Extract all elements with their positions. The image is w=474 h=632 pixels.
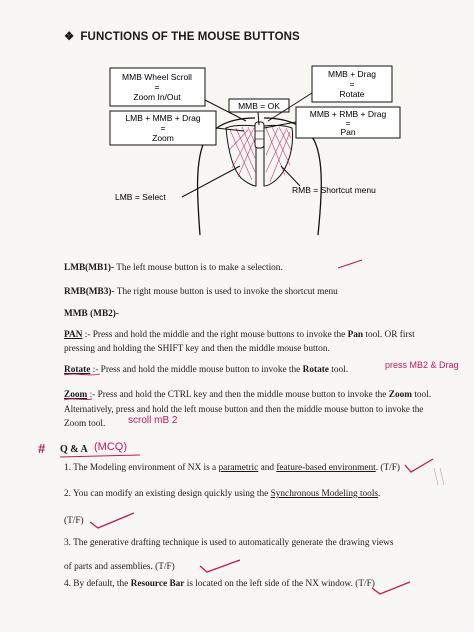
title-text: FUNCTIONS OF THE MOUSE BUTTONS <box>80 31 300 43</box>
mmb-drag-line1: MMB + Drag <box>328 69 376 79</box>
mmb-rmb-drag-line2: = <box>345 118 351 128</box>
rotate-tool: Rotate <box>302 365 329 375</box>
tick-q2 <box>90 513 134 528</box>
mmb-rmb-drag-line3: Pan <box>340 127 356 137</box>
qa-hash-mark: # <box>38 441 46 456</box>
lmb-mmb-drag-line2: = <box>160 123 166 133</box>
zoom-definition-line2: Alternatively, press and hold the left mouse button and then the middle mouse button to invoke the <box>64 404 424 414</box>
question-2-tf: (T/F) <box>64 516 84 526</box>
zoom-term: Zoom <box>64 390 88 400</box>
zoom-underline <box>64 399 92 400</box>
mcq-underline <box>60 455 140 457</box>
tick-mark-top <box>338 260 362 268</box>
pan-tool: Pan <box>347 330 364 340</box>
mmb-wheel-line1: MMB Wheel Scroll <box>122 72 192 82</box>
rotate-text: :- Press and hold the middle mouse button to invoke the <box>90 365 303 375</box>
q2-pre: 2. You can modify an existing design quickly using the <box>64 489 271 499</box>
bullet-icon: ❖ <box>64 31 75 43</box>
tick-q3 <box>200 560 240 572</box>
zoom-text: :- Press and hold the CTRL key and then the middle mouse button to invoke the <box>87 390 389 400</box>
qa-heading: Q & A <box>60 444 88 455</box>
rotate-end: tool. <box>328 365 349 375</box>
pan-text: :- Press and hold the middle and the right mouse buttons to invoke the <box>82 330 348 340</box>
q1-post: . (T/F) <box>375 463 400 473</box>
zoom-text-end: tool. <box>412 390 432 400</box>
handwritten-zoom-note: scroll mB 2 <box>128 415 178 426</box>
mmb-wheel-line3: Zoom In/Out <box>133 92 181 102</box>
tick-q1 <box>405 459 433 472</box>
tick-q4 <box>372 582 410 594</box>
lmb-select-label: LMB = Select <box>115 192 166 202</box>
mmb-rmb-drag-line1: MMB + RMB + Drag <box>309 109 387 119</box>
lmb-mmb-drag-line3: Zoom <box>152 133 174 143</box>
pan-text-end: tool. OR first <box>363 330 415 340</box>
mmb-ok-label: MMB = OK <box>238 101 280 111</box>
question-3-line1: 3. The generative drafting technique is used to automatically generate the drawing views <box>64 538 394 548</box>
q1-mid: and <box>258 463 277 473</box>
q4-post: is located on the left side of the NX window. (T/F) <box>184 579 375 589</box>
q2-u1: Synchronous Modeling tools <box>270 489 379 499</box>
lmb-mmb-drag-line1: LMB + MMB + Drag <box>125 113 201 123</box>
rmb-shortcut-label: RMB = Shortcut menu <box>292 185 376 195</box>
q1-u2: feature-based environment <box>276 463 376 473</box>
handwritten-rotate-note: press MB2 & Drag <box>385 360 459 370</box>
zoom-tool: Zoom <box>388 390 412 400</box>
rotate-term: Rotate <box>64 365 91 375</box>
rmb-text: The right mouse button is used to invoke the shortcut menu <box>114 287 338 297</box>
question-3-line2: of parts and assemblies. (T/F) <box>64 562 175 572</box>
rotate-underline <box>64 374 100 375</box>
mmb-drag-line2: = <box>349 79 355 89</box>
handwritten-mcq-note: (MCQ) <box>94 441 127 453</box>
q1-u1: parametric <box>218 463 259 473</box>
q2-post: . <box>378 489 381 499</box>
q4-pre: 4. By default, the <box>64 579 131 589</box>
q1-pre: 1. The Modeling environment of NX is a <box>64 463 219 473</box>
q4-bold: Resource Bar <box>130 579 185 589</box>
mmb-term: MMB (MB2)- <box>64 309 119 319</box>
zoom-definition-line3: Zoom tool. <box>64 419 106 429</box>
mmb-drag-line3: Rotate <box>339 89 365 99</box>
mmb-wheel-line2: = <box>154 82 160 92</box>
margin-scribble <box>434 468 444 485</box>
lmb-term: LMB(MB1)- <box>64 263 115 273</box>
rmb-term: RMB(MB3)- <box>64 287 115 297</box>
pan-definition-line2: pressing and holding the SHIFT key and then the middle mouse button. <box>64 344 330 354</box>
lmb-text: The left mouse button is to make a selection. <box>114 263 283 273</box>
pan-term: PAN <box>64 330 83 340</box>
